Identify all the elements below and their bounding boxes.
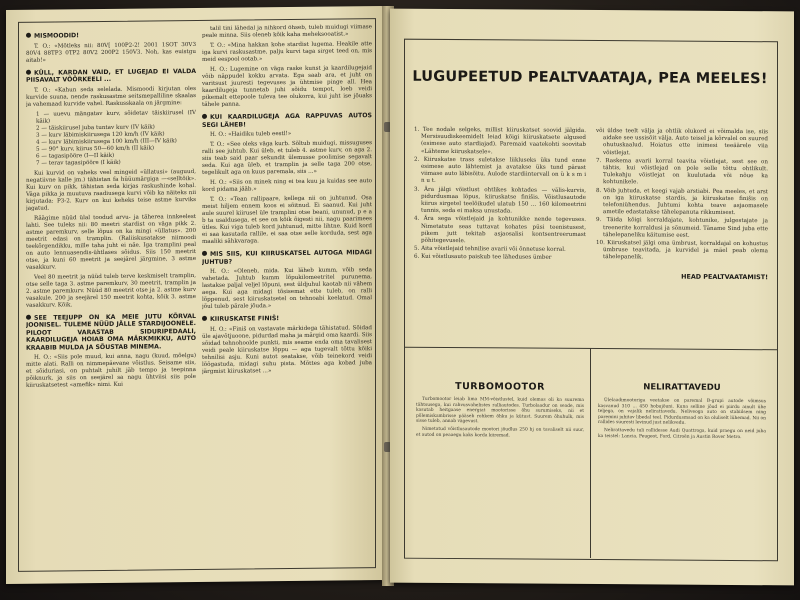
scale-item: 2 — täiskiirusel juba tuntav kurv (IV käik) (36, 123, 155, 132)
turbo-heading: TURBOMOOTOR (455, 381, 545, 393)
rule-item: 9. Täida kõigi korraldajate, kohtunike, julgestajate ja treenerite korraldusi ja sõnumeid. Täname Sind juba ette tähelepaneliku käitumise eest. (596, 217, 768, 239)
scale-item: 7 — terav tagasipööre (I käik) (36, 159, 121, 167)
turbo-text (416, 397, 584, 441)
rule-item: 4. Ära sega võistlejaid ja kohtunikke nende tegevuses. Nimetatute seas tuttavat kohates püsi teenistusest, pikem jutt tekitab asjaosalisi kontsentreerumast põhitegevusele. (414, 216, 586, 245)
scale-item: 5 — 90° kurv, kiirus 50—60 km/h (II käik) (36, 144, 155, 153)
scale-item: 3 — kurv läbimiskiirusega 120 km/h (IV käik) (36, 130, 165, 139)
section-heading: KIIRUSKATSE FINIŠ! (202, 314, 372, 323)
paragraph: H. O.: «Oleneb, mida. Kui läheb kumm, võib seda vahetada. Juhtub kumm lõpukilomeetritel purunema, lastakse paljal veljel lõpuni, sest üldjuhul kaotab nii vähem aega. Kui aga midagi tõsisemat ette tuleb, on ralli lõppenud, sest kiiruskatsetel on tehnoabi keelatud. Omal jõul tuleb pärale jõuda.» (202, 267, 372, 310)
scale-item: 6 — tagasipööre (I—II käik) (36, 152, 115, 160)
rules-list-left (414, 127, 586, 264)
scale-item: 4 — kurv läbimiskiirusega 100 km/h (III—IV käik) (36, 137, 177, 146)
bullet-dot-icon (202, 316, 207, 321)
paragraph: Räägime nüüd ülal toodud arvu- ja täherea innkeelest lahti. See tuleks nii: 80 meetri stardist on väga pikk 2. astme paremkurv, selle lõpus on ka mingi «üllatus». 200 meetrit edasi on tramplin. (Raliiskusatakse niimoodi teekõrgendikku, mille taha juht ei näe. Iga tramplini peal on auto lennuasendis-ühtlases sõidus. Siis 150 meetrit otse, ja kuni 60 meetrit ja seejärel järgmine, 3 astme vasakkurv. (26, 213, 196, 271)
rule-item: või üldse teelt välja ja ohtlik olukord ei võimalda ise, siis aidake see ussisõit välja. Auto teisel ja kõrvalel on suured ohutuskaalud. Hoiatus ette inimesi teeäärele viia võistlejat. (596, 128, 768, 156)
bullet-dot-icon (26, 33, 31, 38)
open-booklet (4, 2, 800, 596)
rule-item: 3. Ära jälgi võistlust ohtlikes kohtades — välis-kurvis, pidurdusmaa lõpus, kiiruskatse finišis. Võistlusautode kiirus sirgetel teelõikudel ulatub 150 ... 160 kilomeetrini tunnis, seda ei maksa unustada. (414, 186, 586, 215)
paragraph: Kui kurvid on vaheks veel mingeid «üllatusi» (auguud, negatiivne kalle jm.) tähistan fa hüüumärgiga —«selltõik». Kui kurv on pikk, tähistan seda kirjas raskushinde kohal. Väga pikka ja muutuva raadiusega kurvi võib ka näiteks nii kirjutada: P3-2. Kurv on kui keheks teise astme kurviks jagatud. (26, 168, 196, 212)
paragraph: H. O.: «Finiš on vastavate märkidega tähistatud. Sõidad üle ajavõtjuoone, pidurdad maha ja märgid oma kaardi. Siis sõidad tehnohoolde punkti, mis seame enda oma tavalisest veidi peale kiiruskatse lõppu — aga tugevalt tõttu kõiki tehnilisi asju. Kuni autot seatakse, võib teinekord veidi lõõgastuda, midagi suhu pista. Mõttes aga kobad juba järgmist kiiruskatset ...» (202, 324, 372, 375)
fourwheel-text (598, 398, 766, 442)
section-paragraph: Nelirattavedu tuli rallidesse Audi Quattroga, kuid praegu on neid juba ka teistel: Lancia, Peugeot, Ford, Citroën ja Austin Rover Metro. (598, 428, 766, 440)
paragraph: Veel 80 meetrit ja nüüd tuleb terve keskmiselt tramplin, otse selle taga 3. astme paremkurv, 30 meetrit, tramplin ja 2. astme paremkurv. Nüüd 80 meetrit otse ja 2. astme kurv vasakule. 200 ja seejärel 150 meetrit kohta, kõik 3. astme vasakkurv. Kõik. (26, 272, 196, 309)
paragraph: H. O.: «Siis on minek ning ei tea kuu ja kuidas see auto kord pidama jääb.» (202, 178, 372, 193)
rules-list-right (596, 128, 768, 264)
signature-line: HEAD PEALTVAATAMIST! (681, 272, 768, 282)
bullet-dot-icon (26, 69, 31, 74)
right-page (390, 9, 794, 586)
rule-item: 8. Võib juhtuda, et keegi vajab arstiabi. Pea meeles, et arst on iga kiiruskatse stardis, ja kiiruskatse finišis on telefoniühendus. Juhtumi kohta teave asjaomasele ametile edastatakse tähelepanuta rikkumisest. (596, 187, 768, 217)
left-page (6, 6, 386, 584)
notice-title: LUGUPEETUD PEALTVAATAJA, PEA MEELES! (412, 68, 768, 88)
paragraph: talil tini lähedal ja nihkord õhseb, tuleb muidugi viimase peale minna. Siis oleneb kõik kaha meheksooatist.» (202, 24, 372, 39)
section-heading: MISMOODID! (26, 31, 196, 40)
rule-item: 5. Aita võistlejaid tehnilise avarii või õnnetuse korral. (414, 246, 566, 254)
paragraph: T. O.: «See oleks väga kurb. Sõltub muidugi, missuguses ralli see juhtub. Kui üleb, et tuleb 4. astme kurv, on aga 2. siis teab said paar sekundit ülemusse poolimise segavalt seda. Kui aga üleb, et tramplin ja selle taga 200 otse, tegelikult aga on kuus paremala, siis ...» (202, 140, 372, 176)
rule-item: 7. Raskema avarii korral teavita võistlejat, sest see on tähtis, kui võistlejad on pole selle tõttu ohtlikult. Tulekahju võistlejat on kuulutada või nõue ka kohtunikele. (596, 157, 768, 186)
fourwheel-heading: NELIRATTAVEDU (643, 382, 721, 393)
rule-item: 6. Kui võistlusauto paiskub tee läheduses ümber (414, 254, 552, 262)
scale-list (36, 110, 196, 168)
bullet-dot-icon (202, 251, 207, 256)
bullet-dot-icon (202, 114, 207, 119)
column-divider (590, 348, 591, 558)
rule-item: 10. Kiiruskatsel jälgi oma ümbrust, korraldajal on kohustus ümbruse teavitada, ja kurvidel ja mäel peab olema tähelepanelik. (596, 240, 768, 261)
section-heading: KÜLL, KARDAN VAID, ET LUGEJAD EI VALDA PIISAVALT VÕÕRKEELI ... (26, 67, 196, 84)
section-heading: SEE TEEJUPP ON KA MEIE JUTU KÕRVAL JOONISEL. TULEME NÜÜD JÄLLE STARDIJOONELE. PILOOT VARASTAB SIDURIPEDAALI, KAARDILUGEJA HOIAB OMA MÄRKMIKKU, AUTO KRAABIB MULDA JA SÕUSTAB MINEMA. (26, 312, 196, 352)
section-paragraph: Ülelaadimootorigа veetakse on paremal B-grupi autode võimsus kasvanud 310 ... 450 hobujõuni. Kuna selline jõud ei piirdu ainult ühe teljega, on vajalik nelirattavedu. Neliveoga auto on stabiilsem ning paremini juhitav libedal teel. Pidurdusmaad on ka oluliselt lühemad. Nii on rallides suuresti levinud just nelikvedu. (598, 398, 766, 427)
right-page-frame (404, 39, 778, 562)
paragraph: T. O.: «Mõtleks nii: 80V[ 100P2-2! 2001 1SOT 30V3 80V4 88TP3 0TP2 80V2 200P2 150V3. Noh, kas euistgu aitab!» (26, 41, 196, 64)
rule-item: 1. Tee nodale selgeks, millist kiiruskatset soovid jälgida. Mersisuudiskeemidelt leiad kõigi kiiruskatsete algused (esimese auto stardiajad). Paremaid vaatekohti soovitab «Lähteme kiiruskatsele». (414, 126, 586, 155)
paragraph: H. O.: «Siis pole muud, kui anna, nagu (kuud, mõelgu) mitte alati. Ralli on nimmepäevane võistlus. Seisame siis, et sõiduriasi, on puhtalt juhilt jäb tempo ja teepinna põiknurk, ja siis on seejärel sa nagu ühtviisi siis pole kiiruskatsetest «amefik» nimi. Kui (26, 353, 196, 389)
bullet-dot-icon (26, 314, 31, 319)
paragraph: H. O.: Lugemine on väga raske kunst ja kaardilugejaid võib näppudel kokku arvata. Ega saab ara, et juht on varitsust juuresti tegevuses ja ühtmise pinge all. Hea kaardilugeja tunnetab juhi sõidu tempot, loeb veidi pikemalt ettepoole tuleva tee olukorra, kui juht ise jõuaks tähele panna. (202, 65, 372, 108)
section-paragraph: Nimetatud võistlusautode mootori jõudlus 250 hj on tavaliselt nii suur, et autod on peaaegu kaks korda kiiremad. (416, 426, 584, 438)
scale-item: 1 — uuevu mängatav kurv, sõidetav täiskiirusel (IV käik) (36, 109, 196, 125)
left-column-1 (26, 26, 196, 568)
section-paragraph: Turbomootor leiab lima MM-võistlustel, kuid olemas oli ka suurema tähtsusega, kui rahvusvahelistes ralliautodes. Turbolaadur on seade, mis kasutab heitgaase energiat mootorisse õhu surumiseks, nii et põlemiskambrisse pääseb rohkem õhku ja kütust. Suurem õhuhulk, mis sisse tuleb, annab vägevust. (416, 396, 584, 425)
left-column-2 (202, 24, 372, 566)
paragraph: T. O.: «Kahun seda selelada. Mismoodi kirjutan oles kurvide suuna, nende raskusastme seitsmepalliline skaalas ja vahemaad kurvide vahel. Raskusskaala on järgmine: (26, 85, 196, 108)
paragraph: T. O.: «Mina hakkan kohe stardist lugema. Heakile atte iga kurvi raskusastme, palju kurvi taga sirget teed on, mis meid eespool ootab.» (202, 41, 372, 63)
section-heading: KUI KAARDILUGEJA AGA RAPPUVAS AUTOS SEGI LÄHEB! (202, 112, 372, 129)
section-heading: MIS SIIS, KUI KIIRUSKATSEL AUTOGA MIDAGI JUHTUB? (202, 249, 372, 266)
paragraph: T. O.: «Tean rallipaare, kellega nii on juhtunud. Osa meist hiljem ennem koos ei sõitnud. Ei saanud. Kui juht aule suurel kiirusel üle tramplini otse beani, ununud, p e a b ta usaldusega, et see on kõik õigesti nii, nagu paarimees ütles. Kui viga tuleb kord juhtunud, mitte lihtne. Kuid kord ei saa kasutada rallile, ei saa otse selle korduda, sest aga maaliki sähkvaraga. (202, 195, 372, 245)
rule-item: 2. Kiiruskatse trass suletakse liikluseks üks tund enne esimese auto lähtemist ja avatakse üks tund pärast viimase auto läbisõitu. Aulode stardiintervall on ü k s m i n u t. (414, 156, 586, 185)
paragraph: H. O.: «Haidiku tuleb eestl!» (210, 131, 292, 138)
